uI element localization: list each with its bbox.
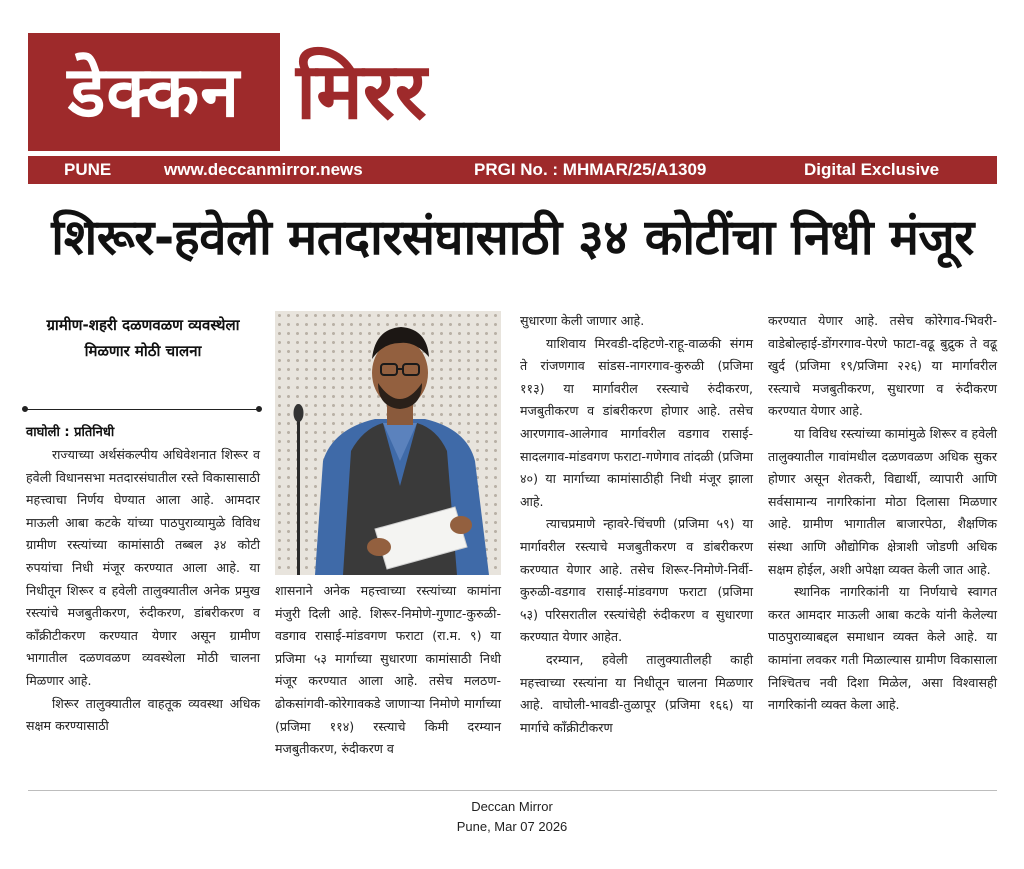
- article-column-4: [768, 310, 997, 784]
- paragraph: याशिवाय मिरवडी-दहिटणे-राहू-वाळकी संगम ते रांजणगाव सांडस-नागरगाव-कुरुळी (प्रजिमा ११३) या मार्गावरील रस्त्याचे रुंदीकरण, मजबुतीकरण व डांबरीकरण होणार आहे. तसेच आरणगाव-आलेगाव मार्गावरील वडगाव रासाई-सादलगाव-मांडवगण फराटा-गणेगाव तांदळी (प्रजिमा ४०) या मार्गाच्या कामांसाठीही निधी मंजूर झाला आहे.: [520, 335, 753, 509]
- logo-text-mirror: मिरर: [296, 47, 427, 137]
- divider-line: [24, 409, 260, 410]
- paragraph: स्थानिक नागरिकांनी या निर्णयाचे स्वागत करत आमदार माऊली आबा कटके यांनी केलेल्या पाठपुराव्याबद्दल समाधान व्यक्त केले आहे. या कामांना लवकर गती मिळाल्यास ग्रामीण विकासाला निश्चितच नवी दिशा मिळेल, असा विश्वासही नागरिकांनी व्यक्त केला आहे.: [768, 584, 997, 713]
- prgi-number: PRGI No. : MHMAR/25/A1309: [474, 160, 707, 179]
- article-byline: वाघोली : प्रतिनिधी: [26, 425, 115, 440]
- digital-exclusive-tag: Digital Exclusive: [804, 160, 940, 179]
- paragraph: करण्यात येणार आहे. तसेच कोरेगाव-भिवरी-वाडेबोल्हाई-डोंगरगाव-पेरणे फाटा-वढू बुद्रुक ते वढू खुर्द (प्रजिमा १९/प्रजिमा २२६) या मार्गावरील रस्त्याचे मजबुतीकरण, सुधारणा व रुंदीकरण करण्यात येणार आहे.: [768, 313, 997, 419]
- website-link[interactable]: www.deccanmirror.news: [164, 160, 363, 179]
- paragraph: शिरूर तालुक्यातील वाहतूक व्यवस्था अधिक सक्षम करण्यासाठी: [26, 695, 260, 734]
- article-subheading: ग्रामीण-शहरी दळणवळण व्यवस्थेला मिळणार मोठी चालना: [46, 316, 240, 360]
- paragraph: राज्याच्या अर्थसंकल्पीय अधिवेशनात शिरूर व हवेली विधानसभा मतदारसंघातील रस्ते विकासासाठी महत्त्वाचा निर्णय घेण्यात आला आहे. आमदार माऊली आबा कटके यांच्या पाठपुराव्यामुळे विविध ग्रामीण रस्त्यांच्या कामांसाठी तब्बल ३४ कोटी रुपयांचा निधी मंजूर करण्यात आला आहे. या निधीतून शिरूर व हवेली तालुक्यातील अनेक प्रमुख रस्त्यांचे मजबुतीकरण, रुंदीकरण, डांबरीकरण व काँक्रीटीकरण करण्यात येणार असून ग्रामीण भागातील दळणवळण व्यवस्थेला मोठी चालना मिळणार आहे.: [26, 447, 260, 688]
- paragraph: त्याचप्रमाणे न्हावरे-चिंचणी (प्रजिमा ५९) या मार्गावरील रस्त्याचे मजबुतीकरण व डांबरीकरण करण्यात येणार आहे. तसेच शिरूर-निमोणे-निर्वी-कुरुळी-वडगाव रासाई-मांडवगण फराटा (प्रजिमा ५३) परिसरातील रस्त्यांचेही रुंदीकरण व सुधारणा करण्यात येणार आहेत.: [520, 516, 753, 645]
- article-column-1: [26, 444, 260, 784]
- info-bar: [28, 156, 997, 184]
- footer-dateline: Pune, Mar 07 2026: [456, 819, 568, 834]
- article-photo: [275, 311, 501, 575]
- city-label: PUNE: [64, 160, 112, 179]
- article-headline: शिरूर-हवेली मतदारसंघासाठी ३४ कोटींचा निधी मंजूर: [51, 209, 974, 266]
- article-column-3: [520, 310, 753, 784]
- article-column-2: [275, 580, 501, 784]
- speaker-photo-illustration: [275, 311, 501, 575]
- footer-publication: Deccan Mirror: [471, 799, 553, 814]
- paragraph: दरम्यान, हवेली तालुक्यातीलही काही महत्त्वाच्या रस्त्यांना या निधीतून चालना मिळणार आहे. वाघोली-भावडी-तुळापूर (प्रजिमा १६६) या मार्गाचे काँक्रीटीकरण: [520, 651, 753, 735]
- paragraph: सुधारणा केली जाणार आहे.: [520, 313, 645, 328]
- paragraph: शासनाने अनेक महत्त्वाच्या रस्त्यांच्या कामांना मंजुरी दिली आहे. शिरूर-निमोणे-गुणाट-कुरुळी-वडगाव रासाई-मांडवगण फराटा (रा.म. ९) या प्रजिमा ५३ मार्गाच्या सुधारणा कामांसाठी निधी मंजूर करण्यात आला आहे. तसेच मलठण-ढोकसांगवी-कोरेगावकडे जाणाऱ्या निमोणे मार्गाच्या (प्रजिमा ११४) रस्त्याचे किमी दरम्यान मजबुतीकरण, रुंदीकरण व: [275, 583, 501, 757]
- masthead-logo-block: [28, 33, 280, 151]
- paragraph: या विविध रस्त्यांच्या कामांमुळे शिरूर व हवेली तालुक्यातील गावांमधील दळणवळण अधिक सुकर होणार असून शेतकरी, विद्यार्थी, व्यापारी आणि सर्वसामान्य नागरिकांना मोठा दिलासा मिळणार आहे. ग्रामीण भागातील बाजारपेठा, शैक्षणिक संस्था आणि औद्योगिक क्षेत्राशी जोडणी अधिक सक्षम होईल, अशी अपेक्षा व्यक्त केली जात आहे.: [768, 425, 997, 577]
- footer-rule: [28, 790, 997, 791]
- logo-text-deccan: डेक्कन: [67, 51, 241, 133]
